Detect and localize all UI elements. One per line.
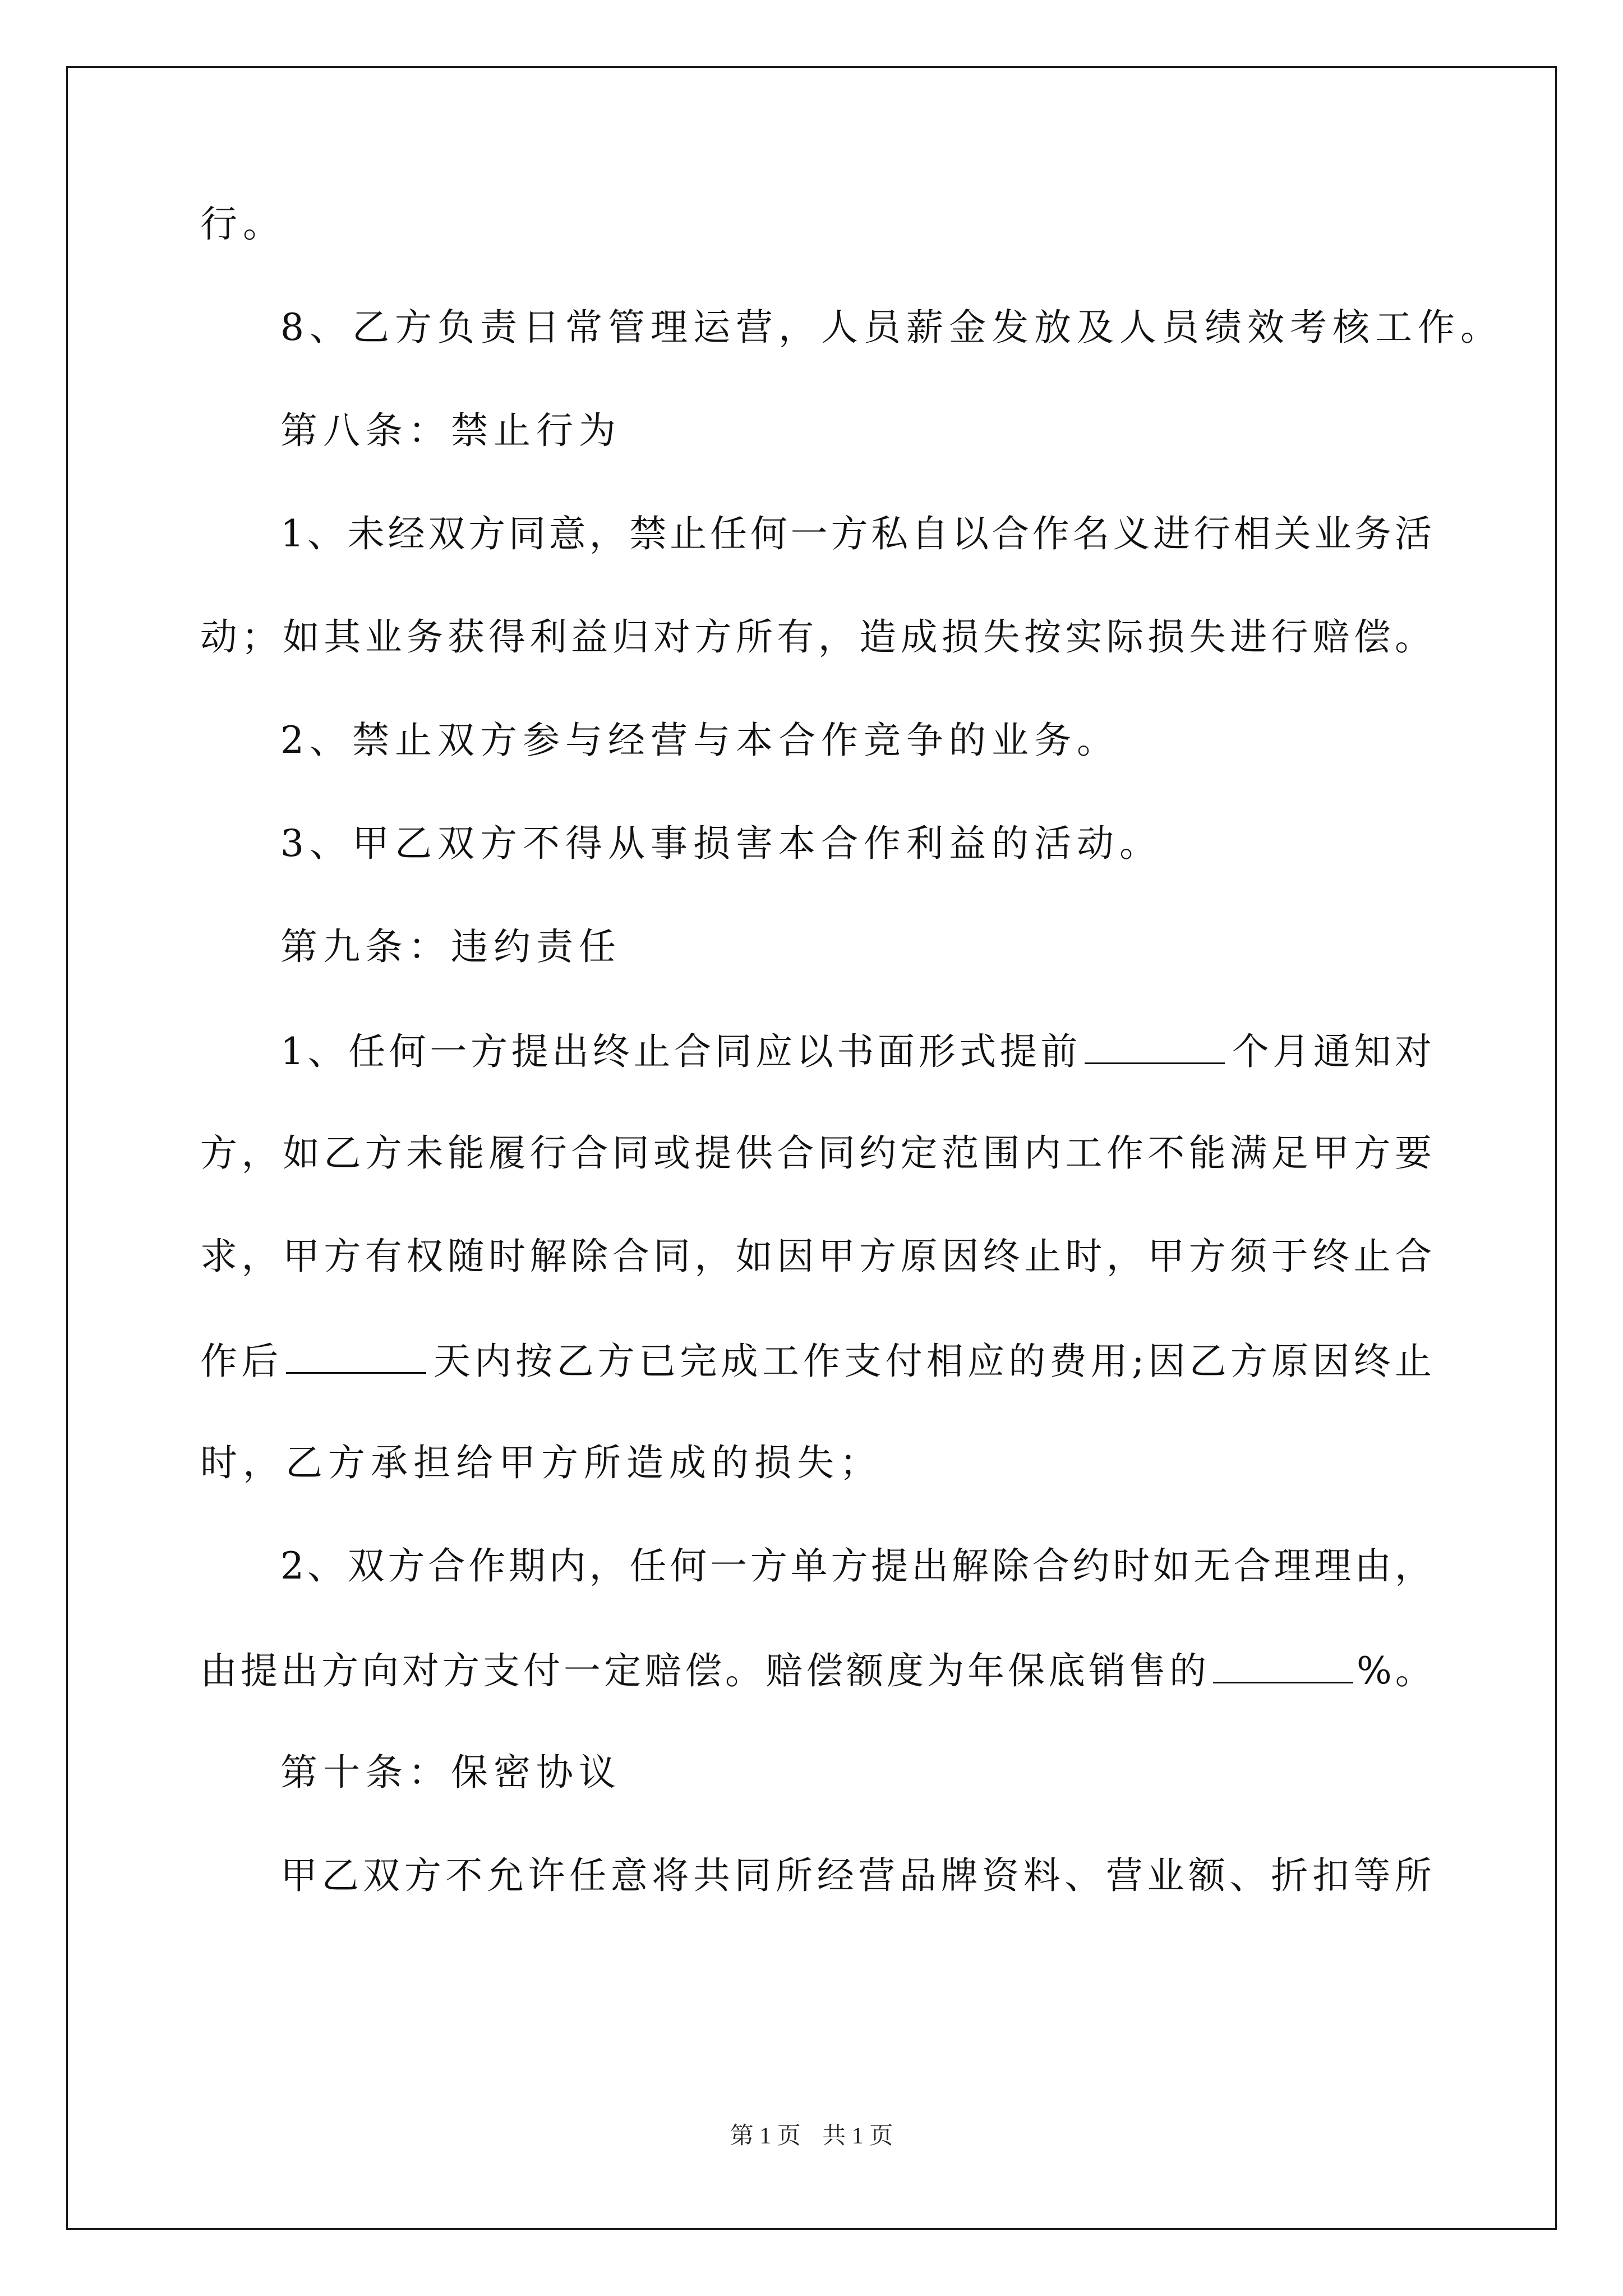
text-line: 8、乙方负责日常管理运营，人员薪金发放及人员绩效考核工作。 [280, 306, 1503, 349]
text-segment: 由提出方向对方支付一定赔偿。赔偿额度为年保底销售的 [200, 1649, 1210, 1692]
article-heading: 第八条：禁止行为 [280, 409, 621, 452]
text-line: 2、禁止双方参与经营与本合作竞争的业务。 [280, 719, 1119, 762]
text-line: 3、甲乙双方不得从事损害本合作利益的活动。 [280, 822, 1162, 865]
text-line: 2、双方合作期内，任何一方单方提出解除合约时如无合理理由， [280, 1544, 1432, 1588]
text-line [200, 1337, 1432, 1382]
text-line: 1、未经双方同意，禁止任何一方私自以合作名义进行相关业务活 [280, 512, 1432, 555]
page-footer [0, 2122, 1623, 2150]
text-line [280, 1028, 1432, 1073]
text-line: 行。 [200, 203, 285, 246]
fill-in-blank [286, 1337, 426, 1374]
article-heading: 第十条：保密协议 [280, 1751, 621, 1794]
text-segment: %。 [1357, 1649, 1436, 1692]
text-segment: 1、任何一方提出终止合同应以书面形式提前 [280, 1030, 1081, 1073]
text-line: 求，甲方有权随时解除合同，如因甲方原因终止时，甲方须于终止合 [200, 1235, 1432, 1278]
text-segment: 天内按乙方已完成工作支付相应的费用;因乙方原因终止 [429, 1340, 1432, 1383]
article-heading: 第九条：违约责任 [280, 925, 621, 968]
text-segment: 作后 [200, 1340, 283, 1383]
text-line: 时，乙方承担给甲方所造成的损失； [200, 1441, 882, 1484]
fill-in-blank [1213, 1647, 1353, 1683]
fill-in-blank [1085, 1028, 1225, 1064]
page-total: 共 1 页 [822, 2123, 893, 2149]
text-line: 方，如乙方未能履行合同或提供合同约定范围内工作不能满足甲方要 [200, 1131, 1432, 1175]
text-line: 甲乙双方不允许任意将共同所经营品牌资料、营业额、折扣等所 [280, 1854, 1432, 1897]
page-number: 第 1 页 [730, 2123, 801, 2149]
text-line [200, 1647, 1436, 1692]
text-segment: 个月通知对 [1228, 1030, 1432, 1073]
text-line: 动；如其业务获得利益归对方所有，造成损失按实际损失进行赔偿。 [200, 615, 1432, 659]
